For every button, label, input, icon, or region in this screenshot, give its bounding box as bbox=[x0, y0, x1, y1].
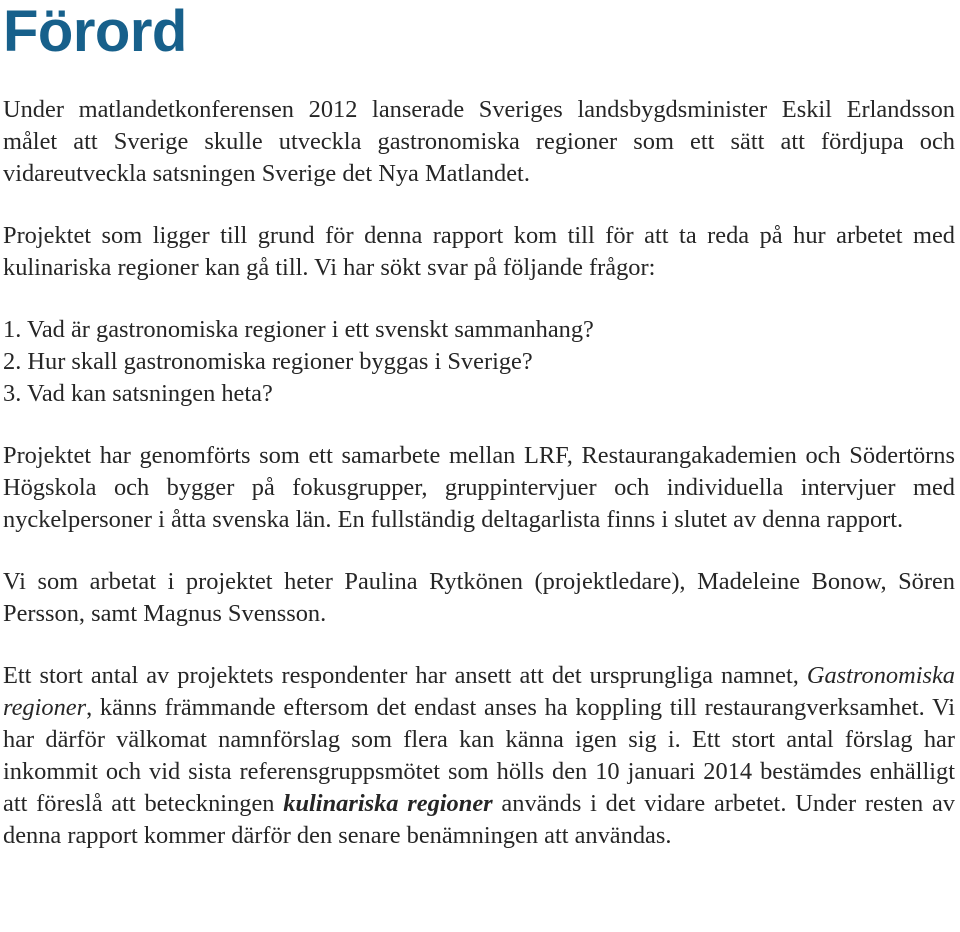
list-item: 1. Vad är gastronomiska regioner i ett svenskt sammanhang? bbox=[3, 316, 594, 343]
list-item: 2. Hur skall gastronomiska regioner byggas i Sverige? bbox=[3, 348, 533, 375]
page-title: Förord bbox=[3, 0, 187, 64]
italic-term-gastronomiska-regioner: Gastronomiska regioner bbox=[3, 662, 955, 721]
naming-text-part: används i det vidare arbetet. Under resten av denna rapport kommer därför den senare benämningen att användas. bbox=[3, 790, 955, 849]
paragraph-gap bbox=[3, 536, 955, 566]
paragraph-gap bbox=[3, 190, 955, 220]
paragraph-project-members: Vi som arbetat i projektet heter Paulina Rytkönen (projektledare), Madeleine Bonow, Sören Persson, samt Magnus Svensson. bbox=[3, 568, 955, 627]
paragraph-intro: Under matlandetkonferensen 2012 lanserade Sveriges landsbygdsminister Eskil Erlandsson målet att Sverige skulle utveckla gastronomiska regioner som ett sätt att fördjupa och vidareutveckla satsningen Sverige det Nya Matlandet. bbox=[3, 96, 955, 187]
paragraph-gap bbox=[3, 284, 955, 314]
list-item: 3. Vad kan satsningen heta? bbox=[3, 380, 273, 407]
naming-text-part: , känns främmande eftersom det endast anses ha koppling till restaurangverksamhet. Vi har därför välkomat namnförslag som flera kan känna igen sig i. Ett stort antal förslag har inkommit och vid sista referensgruppsmötet som hölls den 10 januari 2014 bestämdes enhälligt att föreslå att beteckningen bbox=[3, 694, 955, 817]
paragraph-gap bbox=[3, 410, 955, 440]
naming-text-part: Ett stort antal av projektets respondenter har ansett att det ursprungliga namnet, bbox=[3, 662, 807, 689]
paragraph-naming bbox=[3, 660, 955, 852]
paragraph-collaboration: Projektet har genomförts som ett samarbete mellan LRF, Restaurangakademien och Södertörns Högskola och bygger på fokusgrupper, gruppintervjuer och individuella intervjuer med nyckelpersoner i åtta svenska län. En fullständig deltagarlista finns i slutet av denna rapport. bbox=[3, 442, 955, 533]
paragraph-gap bbox=[3, 630, 955, 660]
question-list bbox=[3, 314, 955, 410]
paragraph-project-purpose: Projektet som ligger till grund för denna rapport kom till för att ta reda på hur arbetet med kulinariska regioner kan gå till. Vi har sökt svar på följande frågor: bbox=[3, 222, 955, 281]
document-page bbox=[3, 0, 955, 852]
bold-term-kulinariska-regioner: kulinariska regioner bbox=[283, 790, 493, 817]
